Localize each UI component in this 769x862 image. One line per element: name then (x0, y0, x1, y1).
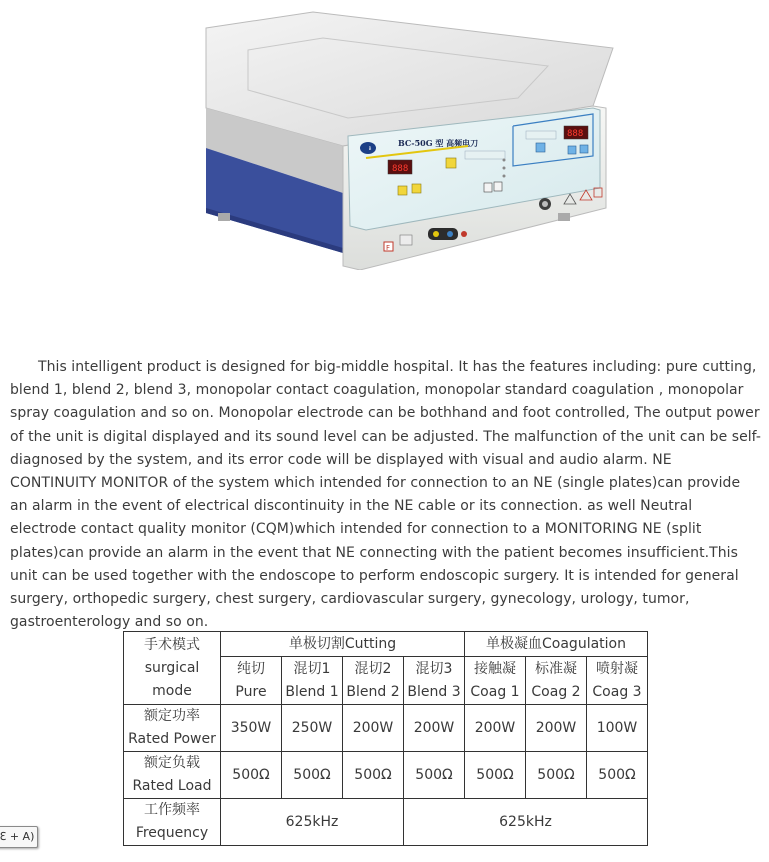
mode-label-cell (124, 632, 221, 705)
freq-label-cn: 工作频率 (144, 802, 200, 818)
spec-table (123, 631, 648, 846)
mode-en: Blend 3 (407, 683, 461, 700)
freq-label-cell (124, 799, 221, 846)
coag-header: 单极凝血Coagulation (465, 632, 648, 657)
mode-cell (282, 657, 343, 705)
mode-cn: 标准凝 (535, 660, 577, 677)
mode-cell (404, 657, 465, 705)
svg-text:F: F (386, 244, 391, 252)
svg-text:888: 888 (392, 164, 409, 174)
mode-cell (343, 657, 404, 705)
load-value: 500Ω (465, 752, 526, 799)
model-label: BC-50G 型 高频电刀 (398, 138, 479, 148)
load-value: 500Ω (343, 752, 404, 799)
freq-coag-value: 625kHz (404, 799, 648, 846)
power-label-en: Rated Power (128, 731, 216, 747)
mode-en: Coag 2 (531, 683, 581, 700)
mode-en: Pure (235, 683, 267, 700)
svg-text:888: 888 (567, 129, 584, 139)
load-value: 500Ω (221, 752, 282, 799)
power-label-cn: 额定功率 (144, 708, 200, 724)
load-value: 500Ω (404, 752, 465, 799)
mode-en: Blend 1 (285, 683, 339, 700)
cutting-header: 单极切割Cutting (221, 632, 465, 657)
mode-cn: 混切1 (293, 660, 331, 677)
power-value: 200W (404, 705, 465, 752)
power-value: 200W (465, 705, 526, 752)
power-value: 100W (587, 705, 648, 752)
freq-label-en: Frequency (135, 825, 209, 841)
mode-cn: 混切3 (415, 660, 453, 677)
load-value: 500Ω (282, 752, 343, 799)
load-value: 500Ω (587, 752, 648, 799)
load-value: 500Ω (526, 752, 587, 799)
svg-text:B: B (368, 146, 372, 151)
shortcut-hint[interactable]: ℇ + A) (0, 826, 38, 848)
mode-cell (465, 657, 526, 705)
power-value: 250W (282, 705, 343, 752)
mode-cn: 喷射凝 (596, 660, 638, 677)
mode-label-en: surgical mode (144, 659, 200, 699)
power-label-cell (124, 705, 221, 752)
mode-cn: 接触凝 (474, 660, 516, 677)
mode-en: Coag 1 (470, 683, 520, 700)
freq-cutting-value: 625kHz (221, 799, 404, 846)
mode-cell (221, 657, 282, 705)
load-label-cn: 额定负载 (144, 755, 200, 771)
mode-cn: 混切2 (354, 660, 392, 677)
load-label-cell (124, 752, 221, 799)
power-value: 350W (221, 705, 282, 752)
product-description: This intelligent product is designed for big-middle hospital. It has the features including: pure cutting, blend 1, blend 2, blend 3, monopolar contact coagulation, monopolar standard coagulation , monopolar spray coagulation and so on. Monopolar electrode can be bothhand and foot controlled, The output power of the unit is digital displayed and its sound level can be adjusted. The malfunction of the unit can be self- diagnosed by the system, and its error code will be displayed with visual and audio alarm. NE CONTINUITY MONITOR of the system which intended for connection to an NE (single plates)can provide an alarm in the event of electrical discontinuity in the NE cable or its connection. as well Neutral electrode contact quality monitor (CQM)which intended for connection to a MONITORING NE (split plates)can provide an alarm in the event that NE connecting with the patient becomes insufficient.This unit can be used together with the endoscope to perform endoscopic surgery. It is intended for general surgery, orthopedic surgery, chest surgery, cardiovascular surgery, gynecology, urology, tumor, gastroenterology and so on. (10, 359, 761, 631)
mode-en: Coag 3 (592, 683, 642, 700)
mode-cell (587, 657, 648, 705)
power-value: 200W (343, 705, 404, 752)
product-image (188, 8, 628, 270)
mode-cn: 纯切 (237, 660, 265, 677)
mode-label-cn: 手术模式 (144, 636, 200, 653)
mode-cell (526, 657, 587, 705)
mode-en: Blend 2 (346, 683, 400, 700)
power-value: 200W (526, 705, 587, 752)
load-label-en: Rated Load (132, 778, 212, 794)
